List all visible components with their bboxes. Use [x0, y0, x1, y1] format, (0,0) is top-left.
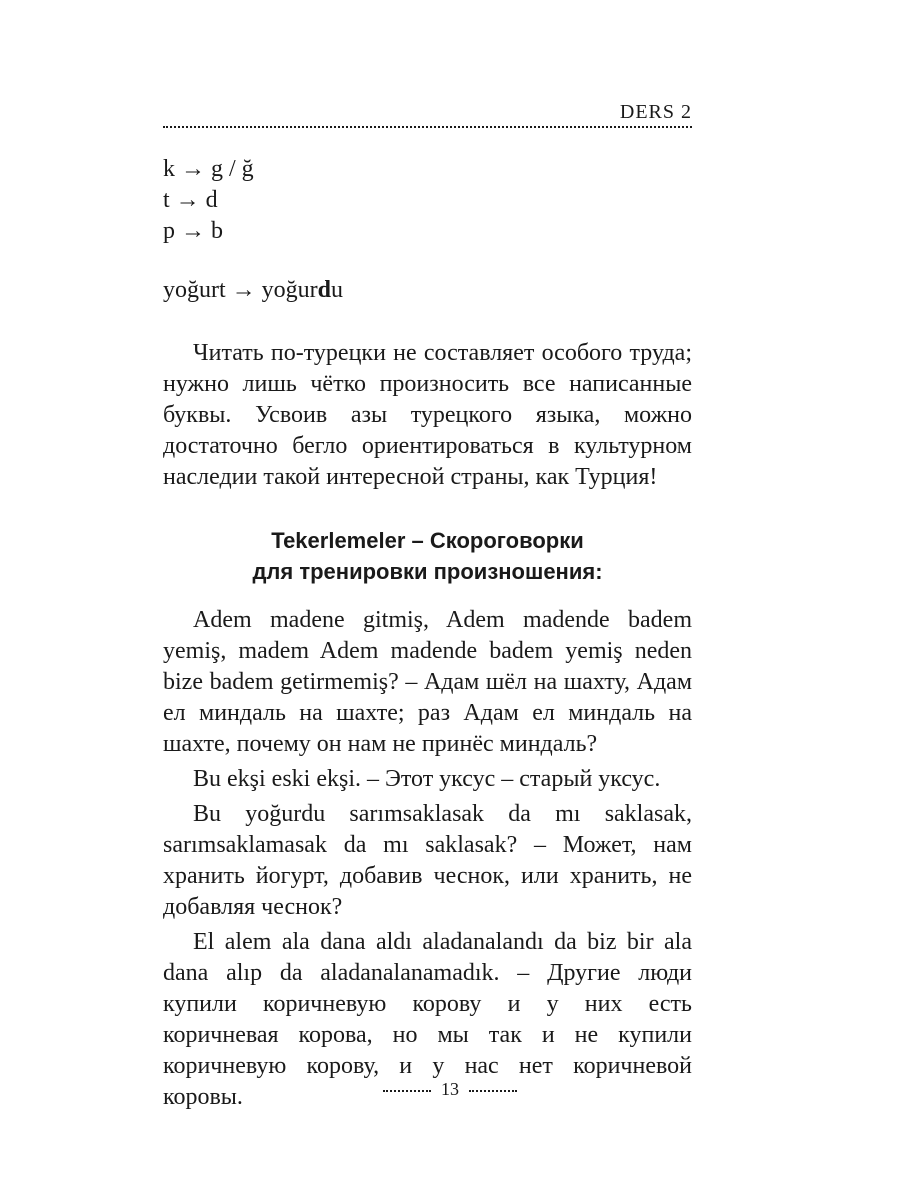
consonant-rule: t → d — [163, 187, 218, 213]
section-heading — [163, 525, 692, 587]
page-number: 13 — [441, 1079, 459, 1099]
section-heading-line-1: Tekerlemeler – Скороговорки — [271, 528, 584, 553]
consonant-rule: p → b — [163, 218, 223, 244]
page-body — [163, 154, 692, 1113]
tongue-twister: Adem madene gitmiş, Adem madende badem yemiş, madem Adem madende badem yemiş neden bize badem getirmemiş? – Адам шёл на шахту, Адам ел миндаль на шахте; раз Адам ел миндаль на шахте, почему он нам не принёс миндаль? — [163, 607, 692, 757]
section-heading-line-2: для тренировки произношения: — [252, 559, 603, 584]
example-before: yoğurt → yoğur — [163, 277, 318, 303]
tongue-twister: El alem ala dana aldı aladanalandı da biz bir ala dana alıp da aladanalanamadık. – Другие люди купили коричневую корову и у них есть коричневая корова, но мы так и не купили коричневую корову, и у нас нет коричневой коровы. — [163, 929, 692, 1110]
footer-dots-left — [383, 1090, 431, 1092]
intro-paragraph: Читать по-турецки не составляет особого труда; нужно лишь чётко произносить все написанные буквы. Усвоив азы турецкого языка, можно достаточно бегло ориентироваться в культурном наследии такой интересной страны, как Турция! — [163, 340, 692, 490]
footer-dots-right — [469, 1090, 517, 1092]
tongue-twister: Bu ekşi eski ekşi. – Этот уксус – старый уксус. — [193, 766, 661, 792]
example-bold-letter: d — [317, 277, 332, 303]
example-word — [163, 275, 692, 306]
consonant-rule: k → g / ğ — [163, 156, 254, 182]
running-header: DERS 2 — [619, 101, 692, 123]
page-footer — [0, 1078, 900, 1100]
tongue-twister: Bu yoğurdu sarımsaklasak da mı saklasak, sarımsaklamasak da mı saklasak? – Может, нам хранить йогурт, добавив чеснок, или хранить, не добавляя чеснок? — [163, 801, 692, 920]
example-after: u — [331, 277, 344, 303]
header-dotted-rule — [163, 126, 692, 128]
